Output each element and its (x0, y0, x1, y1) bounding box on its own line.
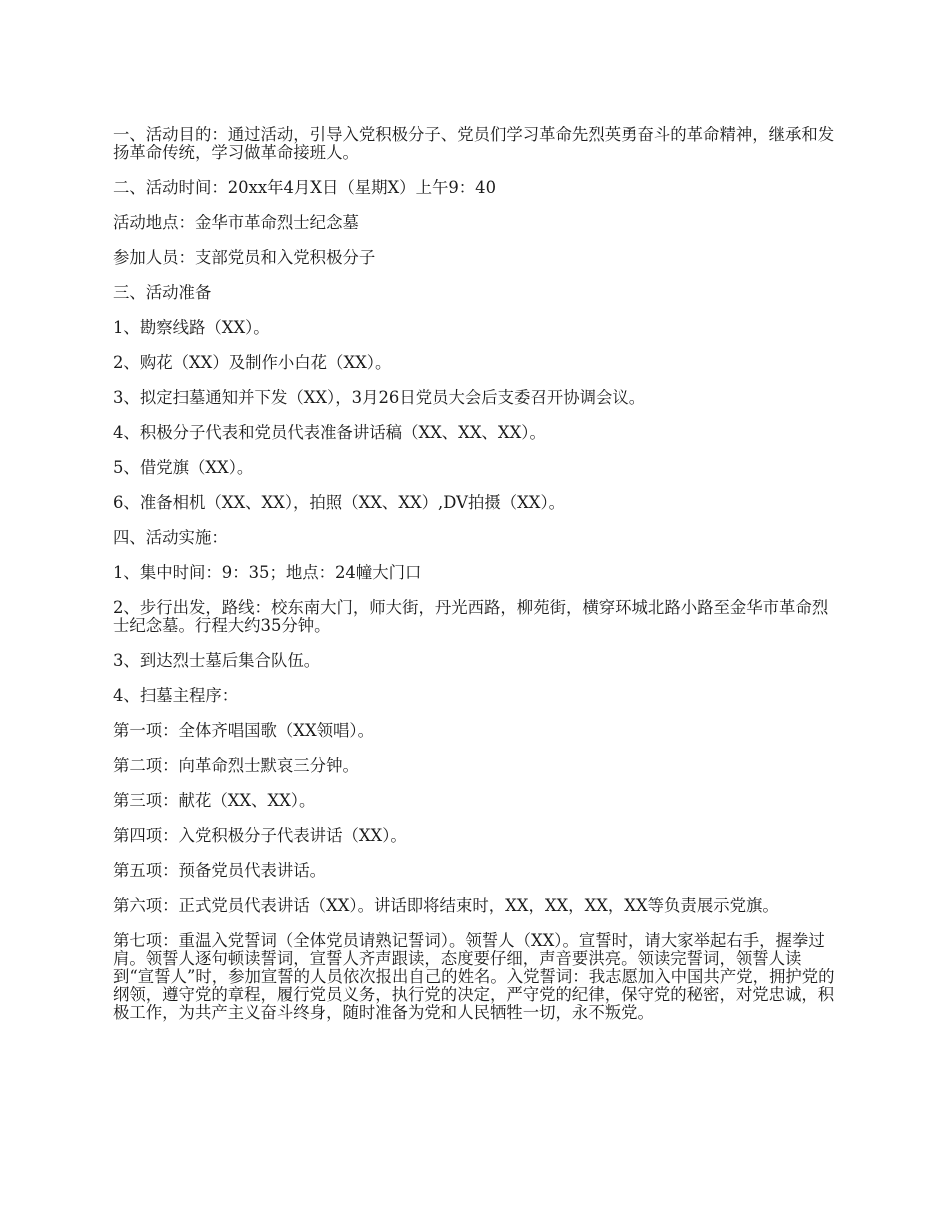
section-implementation-heading: 四、活动实施： (113, 528, 228, 547)
prep-item-3: 3、拟定扫墓通知并下发（XX），3月26日党员大会后支委召开协调会议。 (113, 388, 646, 407)
section-preparation-heading: 三、活动准备 (113, 283, 212, 302)
impl-item-1: 1、集中时间：9：35；地点：24幢大门口 (113, 563, 422, 582)
program-step-6: 第六项：正式党员代表讲话（XX）。讲话即将结束时，XX，XX，XX，XX等负责展示党旗。 (113, 896, 779, 915)
prep-item-5: 5、借党旗（XX）。 (113, 458, 254, 477)
section-purpose: 一、活动目的：通过活动，引导入党积极分子、党员们学习革命先烈英勇奋斗的革命精神，继承和发扬革命传统，学习做革命接班人。 (113, 125, 835, 162)
program-step-2: 第二项：向革命烈士默哀三分钟。 (113, 756, 359, 775)
prep-item-2: 2、购花（XX）及制作小白花（XX）。 (113, 353, 392, 372)
program-step-3: 第三项：献花（XX、XX）。 (113, 791, 316, 810)
document-body (113, 126, 835, 1039)
impl-item-3: 3、到达烈士墓后集合队伍。 (113, 651, 321, 670)
prep-item-6: 6、准备相机（XX、XX），拍照（XX、XX）,DV拍摄（XX）。 (113, 493, 566, 512)
participants: 参加人员：支部党员和入党积极分子 (113, 248, 376, 267)
program-step-7: 第七项：重温入党誓词（全体党员请熟记誓词）。领誓人（XX）。宣誓时，请大家举起右手，握拳过肩。领誓人逐句顿读誓词，宣誓人齐声跟读，态度要仔细，声音要洪亮。领读完誓词，领誓人读到“宣誓人”时，参加宣誓的人员依次报出自己的姓名。入党誓词：我志愿加入中国共产党，拥护党的纲领，遵守党的章程，履行党员义务，执行党的决定，严守党的纪律，保守党的秘密，对党忠诚，积极工作，为共产主义奋斗终身，随时准备为党和人民牺牲一切，永不叛党。 (113, 931, 835, 1022)
section-time: 二、活动时间：20xx年4月X日（星期X）上午9：40 (113, 178, 497, 197)
prep-item-4: 4、积极分子代表和党员代表准备讲话稿（XX、XX、XX）。 (113, 423, 546, 442)
activity-location: 活动地点：金华市革命烈士纪念墓 (113, 213, 359, 232)
prep-item-1: 1、勘察线路（XX）。 (113, 318, 270, 337)
program-step-1: 第一项：全体齐唱国歌（XX领唱）。 (113, 721, 374, 740)
impl-item-4: 4、扫墓主程序： (113, 686, 239, 705)
program-step-5: 第五项：预备党员代表讲话。 (113, 861, 327, 880)
program-step-4: 第四项：入党积极分子代表讲话（XX）。 (113, 826, 407, 845)
impl-item-2: 2、步行出发，路线：校东南大门，师大街，丹光西路，柳苑街，横穿环城北路小路至金华市革命烈士纪念墓。行程大约35分钟。 (113, 598, 829, 635)
